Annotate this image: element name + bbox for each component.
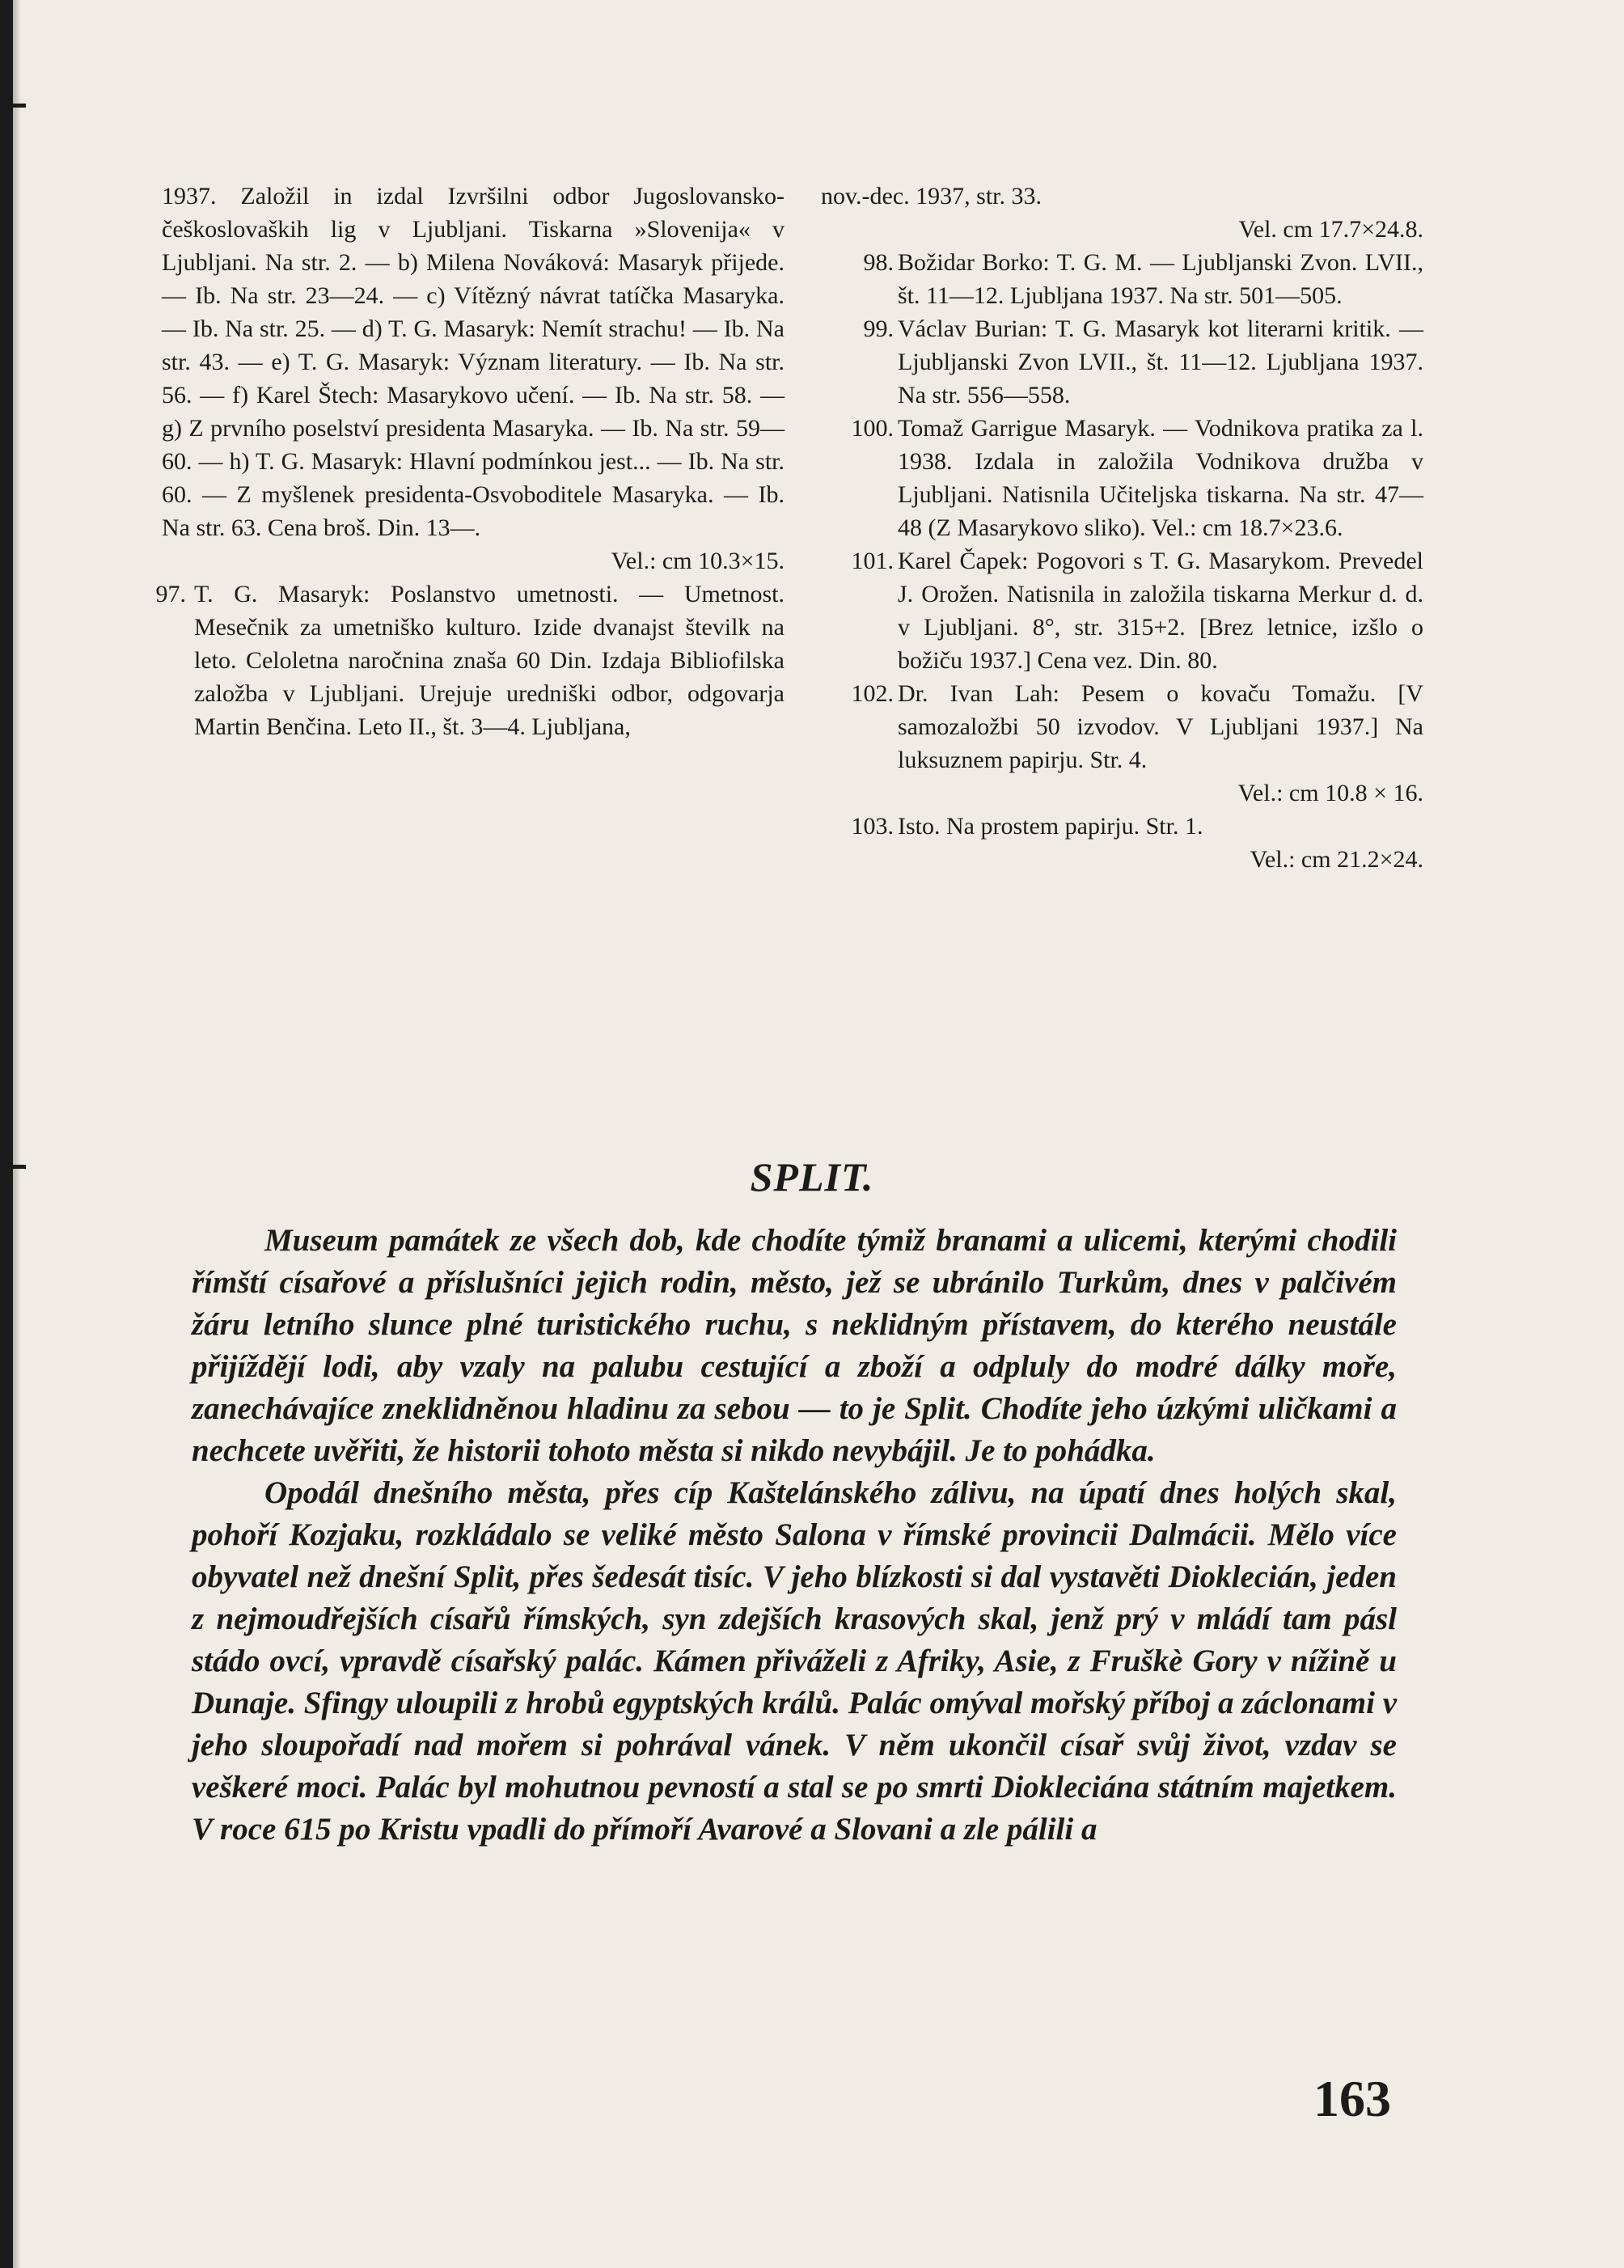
entry-99 [821, 312, 1423, 412]
entry-number: 100. [851, 415, 894, 442]
article-body [192, 1220, 1397, 1851]
entry-number: 98. [863, 249, 894, 276]
entry-text: T. G. Masaryk: Poslanstvo umetnosti. — Umetnost. Mesečnik za umetniško kulturo. Izide dvanajst številk na leto. Celoletna naročnina znaša 60 Din. Izdaja Bibliofilska založba v Ljubljani. Urejuje uredniški odbor, odgovarja Martin Benčina. Leto II., št. 3—4. Ljubljana, [194, 581, 785, 740]
entry-number: 99. [863, 315, 894, 342]
entry-103 [821, 810, 1423, 843]
entry-101 [821, 544, 1423, 677]
entry-96-continuation: 1937. Založil in izdal Izvršilni odbor Jugoslovansko-češkoslovaških lig v Ljubljani. Tiskarna »Slovenija« v Ljubljani. Na str. 2. — b) Milena Nováková: Masaryk přijede. — Ib. Na str. 23—24. — c) Vítězný návrat tatíčka Masaryka. — Ib. Na str. 25. — d) T. G. Masaryk: Nemít strachu! — Ib. Na str. 43. — e) T. G. Masaryk: Význam literatury. — Ib. Na str. 56. — f) Karel Štech: Masarykovo učení. — Ib. Na str. 58. — g) Z prvního poselství presidenta Masaryka. — Ib. Na str. 59—60. — h) T. G. Masaryk: Hlavní podmínkou jest... — Ib. Na str. 60. — Z myšlenek presidenta-Osvoboditele Masaryka. — Ib. Na str. 63. Cena broš. Din. 13—. [162, 183, 785, 541]
entry-number: 101. [851, 548, 894, 574]
entry-96-size: Vel.: cm 10.3×15. [611, 548, 785, 574]
article-paragraph: Opodál dnešního města, přes cíp Kaštelánského zálivu, na úpatí dnes holých skal, pohoří Kozjaku, rozkládalo se veliké město Salona v římské provincii Dalmácii. Mělo více obyvatel než dnešní Split, přes šedesát tisíc. V jeho blízkosti si dal vystavěti Dioklecián, jeden z nejmoudřejších císařů římských, syn zdejších krasových skal, jenž prý v mládí tam pásl stádo ovcí, vpravdě císařský palác. Kámen přiváželi z Afriky, Asie, z Fruškè Gory v nížině u Dunaje. Sfingy uloupili z hrobů egyptských králů. Palác omýval mořský příboj a záclonami v jeho sloupořadí nad mořem si pohrával vánek. V něm ukončil císař svůj život, vzdav se veškeré moci. Palác byl mohutnou pevností a stal se po smrti Diokleciána státním majetkem. V roce 615 po Kristu vpadli do přímoří Avarové a Slovani a zle pálili a [192, 1475, 1397, 1847]
entry-103-size: Vel.: cm 21.2×24. [1250, 846, 1423, 873]
entry-text: Tomaž Garrigue Masaryk. — Vodnikova pratika za l. 1938. Izdala in založila Vodnikova družba v Ljubljani. Natisnila Učiteljska tiskarna. Na str. 47—48 (Z Masarykovo sliko). Vel.: cm 18.7×23.6. [898, 415, 1423, 541]
entry-text: Václav Burian: T. G. Masaryk kot literarni kritik. — Ljubljanski Zvon LVII., št. 11—12. Ljubljana 1937. Na str. 556—558. [898, 315, 1423, 408]
entry-97-size: Vel. cm 17.7×24.8. [1238, 216, 1423, 243]
entry-102 [821, 677, 1423, 776]
article-paragraph: Museum památek ze všech dob, kde chodíte týmiž branami a ulicemi, kterými chodili římští císařové a příslušníci jejich rodin, město, jež se ubránilo Turkům, dnes v palčivém žáru letního slunce plné turistického ruchu, s neklidným přístavem, do kterého neustále přijíždějí lodi, aby vzaly na palubu cestující a zboží a odpluly do modré dálky moře, zanechávajíce zneklidněnou hladinu za sebou — to je Split. Chodíte jeho úzkými uličkami a nechcete uvěřiti, že historii tohoto města si nikdo nevybájil. Je to pohádka. [192, 1223, 1397, 1468]
bibliography-columns [155, 180, 1423, 1110]
right-column [821, 180, 1423, 876]
entry-number: 97. [155, 581, 186, 607]
entry-number: 103. [851, 813, 894, 840]
entry-100 [821, 412, 1423, 544]
entry-text: Božidar Borko: T. G. M. — Ljubljanski Zvon. LVII., št. 11—12. Ljubljana 1937. Na str. 501—505. [898, 249, 1423, 309]
entry-text: Karel Čapek: Pogovori s T. G. Masarykom. Prevedel J. Orožen. Natisnila in založila tiskarna Merkur d. d. v Ljubljani. 8°, str. 315+2. [Brez letnice, izšlo o božiču 1937.] Cena vez. Din. 80. [898, 548, 1423, 674]
entry-text: Isto. Na prostem papirju. Str. 1. [898, 813, 1203, 840]
entry-97-continuation: nov.-dec. 1937, str. 33. [821, 183, 1042, 209]
edge-tick [3, 104, 26, 108]
entry-text: Dr. Ivan Lah: Pesem o kovaču Tomažu. [V samozaložbi 50 izvodov. V Ljubljani 1937.] Na luksuznem papirju. Str. 4. [898, 680, 1423, 773]
left-column [155, 180, 785, 743]
binding-shadow [13, 0, 21, 2268]
entry-102-size: Vel.: cm 10.8 × 16. [1237, 780, 1423, 806]
entry-number: 102. [851, 680, 894, 707]
entry-98 [821, 246, 1423, 312]
binding-edge [0, 0, 13, 2268]
entry-97 [155, 578, 785, 743]
page-number: 163 [1313, 2070, 1391, 2127]
article-title: SPLIT. [750, 1154, 874, 1200]
